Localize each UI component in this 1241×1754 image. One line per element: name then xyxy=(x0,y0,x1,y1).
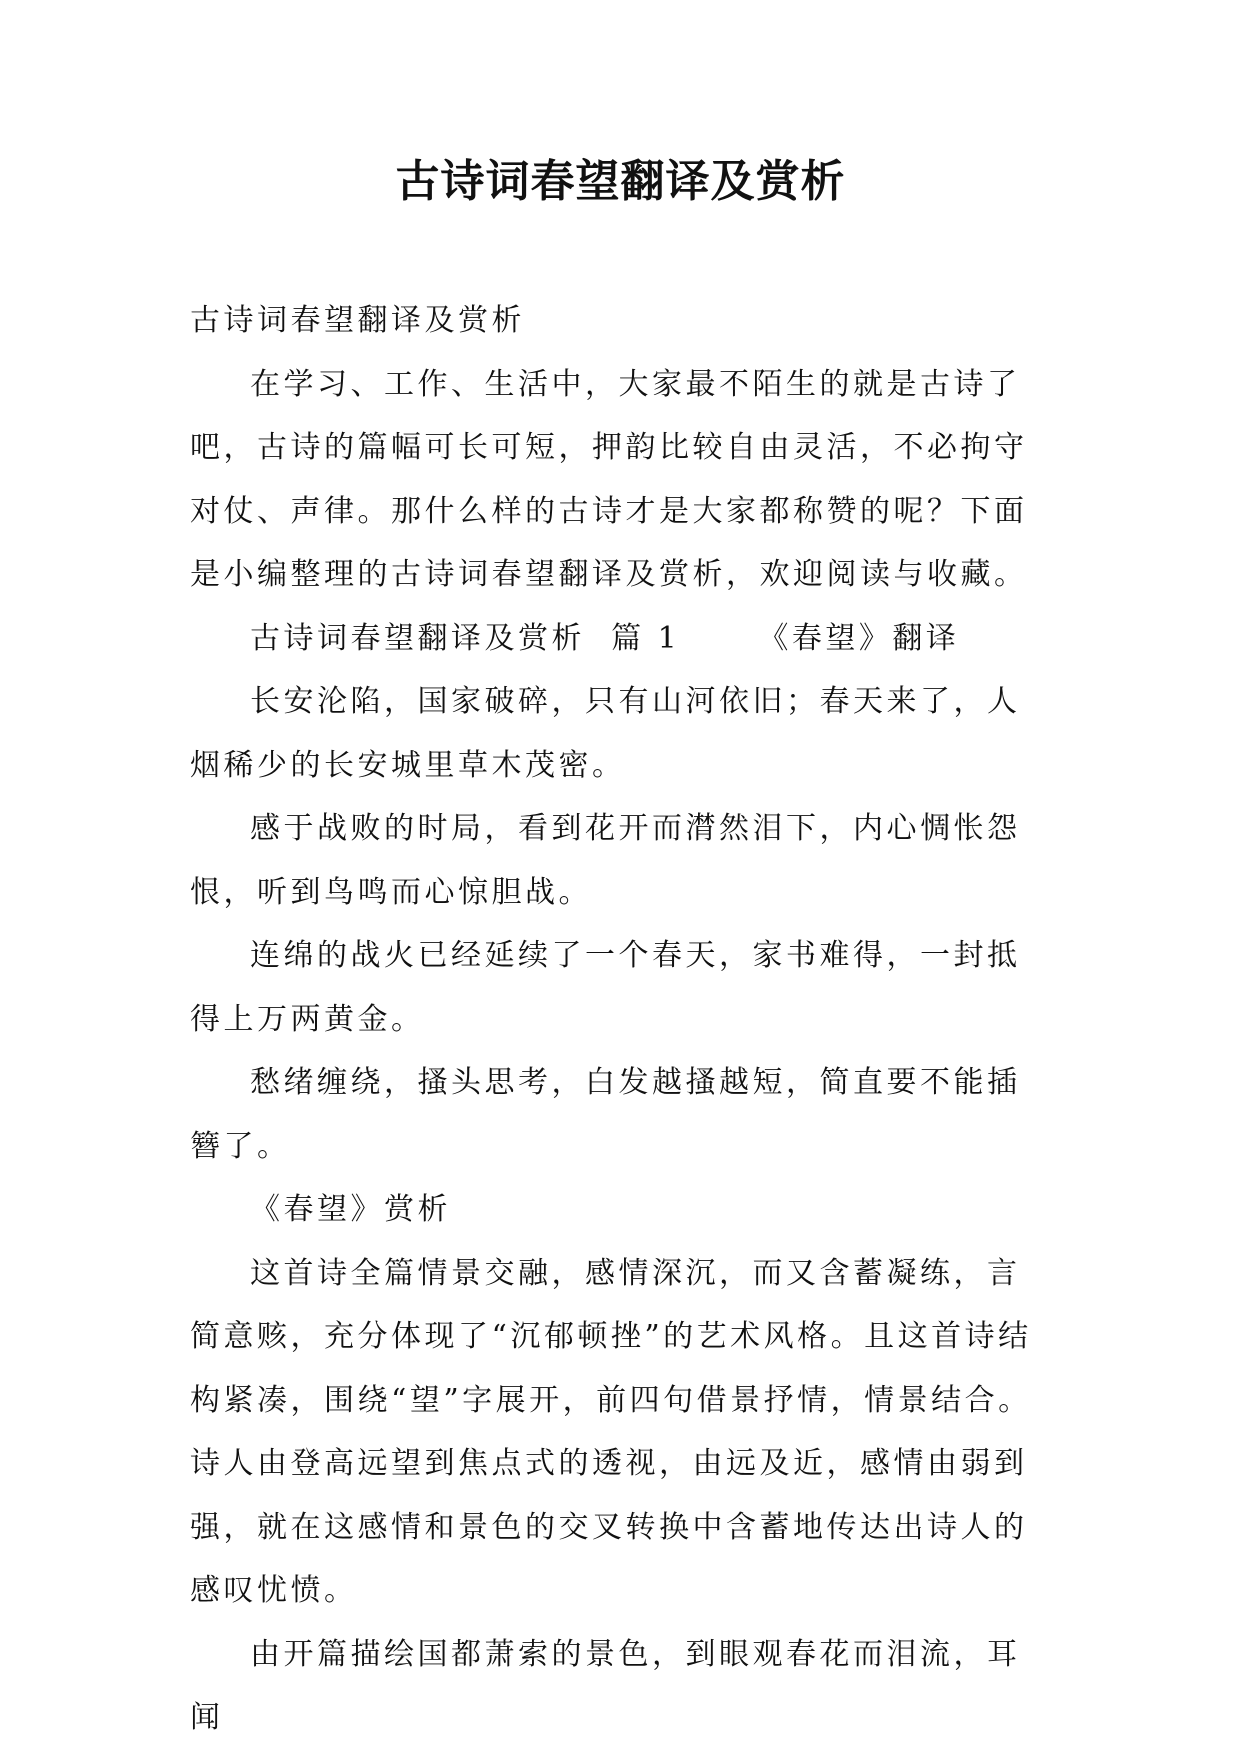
translation-paragraph-2: 感于战败的时局，看到花开而潸然泪下，内心惆怅怨恨，听到鸟鸣而心惊胆战。 xyxy=(190,811,1021,910)
section-heading-translation: 古诗词春望翻译及赏析 篇 1 《春望》翻译 xyxy=(250,620,960,656)
section-heading-analysis: 《春望》赏析 xyxy=(250,1192,451,1227)
subtitle-line: 古诗词春望翻译及赏析 xyxy=(190,303,525,338)
analysis-paragraph-1: 这首诗全篇情景交融，感情深沉，而又含蓄凝练，言简意赅，充分体现了“沉郁顿挫”的艺术风格。且这首诗结构紧凑，围绕“望”字展开，前四句借景抒情，情景结合。诗人由登高远望到焦点式的透视，由远及近，感情由弱到强，就在这感情和景色的交叉转换中含蓄地传达出诗人的感叹忧愤。 xyxy=(190,1255,1032,1608)
intro-paragraph: 在学习、工作、生活中，大家最不陌生的就是古诗了吧，古诗的篇幅可长可短，押韵比较自由灵活，不必拘守对仗、声律。那什么样的古诗才是大家都称赞的呢？下面是小编整理的古诗词春望翻译及赏析，欢迎阅读与收藏。 xyxy=(190,366,1028,592)
document-title: 古诗词春望翻译及赏析 xyxy=(395,156,846,207)
document-body xyxy=(190,289,1052,1750)
analysis-paragraph-2: 由开篇描绘国都萧索的景色，到眼观春花而泪流，耳闻 xyxy=(190,1636,1021,1735)
translation-paragraph-4: 愁绪缠绕，搔头思考，白发越搔越短，简直要不能插簪了。 xyxy=(190,1065,1021,1164)
translation-paragraph-1: 长安沦陷，国家破碎，只有山河依旧；春天来了，人烟稀少的长安城里草木茂密。 xyxy=(190,684,1021,783)
translation-paragraph-3: 连绵的战火已经延续了一个春天，家书难得，一封抵得上万两黄金。 xyxy=(190,938,1021,1037)
